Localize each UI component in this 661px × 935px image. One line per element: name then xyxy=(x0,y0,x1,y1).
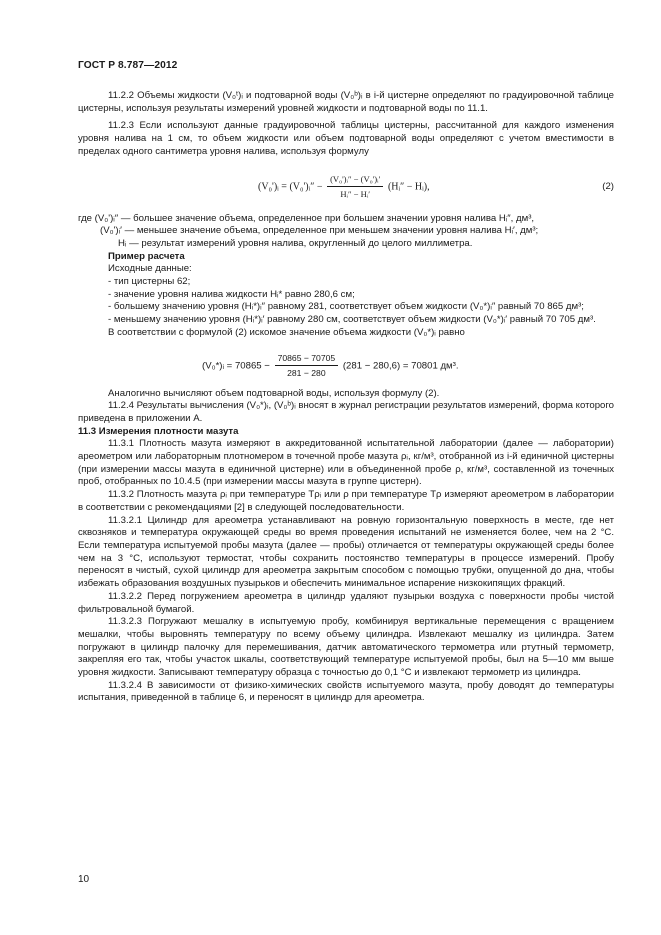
formula-2 xyxy=(78,167,614,207)
formula-2-fraction xyxy=(327,173,383,201)
paragraph-11-3-1: 11.3.1 Плотность мазута измеряют в аккредитованной испытательной лаборатории (далее — лаборатории) ареометром или лабораторным плотномером в точечной пробе мазута ρᵢ, кг/м³, отобранной из i-й единичной цистерны (при измерении массы мазута в единичной цистерне) или в объединенной пробе ρ, кг/м³, составленной из точечных проб, отобранных по 10.4.5 (при измерении массы мазута в группе цистерн). xyxy=(78,438,614,488)
document-body xyxy=(78,90,614,705)
where-line-2: (V₀')ᵢ′ — меньшее значение объема, определенное при меньшем значении уровня налива Hᵢ′, дм³; xyxy=(100,225,539,237)
list-item: - значение уровня налива жидкости Hᵢ* равно 280,6 см; xyxy=(108,288,355,300)
calc-denominator: 281 − 280 xyxy=(287,368,326,379)
example-title: Пример расчета xyxy=(108,250,185,262)
calc-formula xyxy=(78,346,614,382)
formula-2-denominator: Hᵢ″ − Hᵢ′ xyxy=(340,189,371,200)
formula-2-number: (2) xyxy=(602,180,614,192)
section-heading-11-3: 11.3 Измерения плотности мазута xyxy=(78,425,239,437)
initial-data-label: Исходные данные: xyxy=(108,263,192,275)
list-item: - тип цистерны 62; xyxy=(108,276,191,288)
paragraph-similar: Аналогично вычисляют объем подтоварной воды, используя формулу (2). xyxy=(108,387,440,399)
document-header: ГОСТ Р 8.787—2012 xyxy=(78,60,178,71)
paragraph-11-3-2-4: 11.3.2.4 В зависимости от физико-химических свойств испытуемого мазута, пробу доводят до температуры испытания, приведенной в таблице 6, и переносят в цилиндр для ареометра. xyxy=(78,679,614,704)
formula-2-lhs: (V₀')ᵢ = (V₀')ᵢ″ − xyxy=(258,181,323,193)
paragraph-11-3-2-2: 11.3.2.2 Перед погружением ареометра в цилиндр удаляют пузырьки воздуха с поверхности пробы чистой фильтровальной бумагой. xyxy=(78,590,614,615)
calc-fraction xyxy=(275,352,339,380)
paragraph-11-2-2: 11.2.2 Объемы жидкости (V₀ᵗ)ᵢ и подтоварной воды (V₀ᵇ)ᵢ в i-й цистерне определяют по градуировочной таблице цистерны, используя результаты измерений уровней жидкости и подтоварной воды по 11.1. xyxy=(78,90,614,114)
paragraph-11-3-2-3: 11.3.2.3 Погружают мешалку в испытуемую пробу, комбинируя вертикальные перемещения с вращением мешалки, чтобы выровнять температуру по всему объему цилиндра. Извлекают мешалку из цилиндра. Затем погружают в цилиндр палочку для перемешивания, датчик автоматического термометра или ртутный термометр, закрепляя его так, чтобы участок шкалы, соответствующий температуре испытуемой пробы, был на 5—10 мм выше уровня жидкости. Записывают температуру образца с точностью до 0,1 °С и извлекают термометр из цилиндра. xyxy=(78,616,614,679)
calc-lhs: (V₀*)ᵢ = 70865 − xyxy=(202,360,270,372)
where-line-1: где (V₀')ᵢ″ — большее значение объема, определенное при большем значении уровня налива Hᵢ″, дм³, xyxy=(78,212,535,224)
where-line-3: Hᵢ — результат измерений уровня налива, округленный до целого миллиметра. xyxy=(118,237,473,249)
calc-intro: В соответствии с формулой (2) искомое значение объема жидкости (V₀*)ᵢ равно xyxy=(108,326,465,338)
calc-rhs: (281 − 280,6) = 70801 дм³. xyxy=(342,360,459,372)
list-item: - меньшему значению уровня (Hᵢ*)ᵢ′ равному 280 см, соответствует объем жидкости (V₀*)ᵢ′ равный 70 705 дм³. xyxy=(108,314,596,326)
calc-numerator: 70865 − 70705 xyxy=(275,352,339,367)
paragraph-11-2-4: 11.2.4 Результаты вычисления (V₀*)ᵢ, (V₀ᵇ)ᵢ вносят в журнал регистрации результатов измерений, форма которого приведена в приложении А. xyxy=(78,400,614,424)
formula-2-numerator: (V₀')ᵢ″ − (V₀')ᵢ′ xyxy=(327,173,383,188)
paragraph-11-3-2: 11.3.2 Плотность мазута ρᵢ при температуре Tρᵢ или ρ при температуре Tρ измеряют ареометром в лаборатории в соответствии с рекомендациями [2] в следующей последовательности. xyxy=(78,489,614,513)
paragraph-11-2-3: 11.2.3 Если используют данные градуировочной таблицы цистерны, рассчитанной для каждого изменения уровня налива на 1 см, то объем жидкости или объем подтоварной воды определяют с учетом вместимости в пределах одного сантиметра уровня налива, используя формулу xyxy=(78,120,614,157)
list-item: - большему значению уровня (Hᵢ*)ᵢ″ равному 281, соответствует объем жидкости (V₀*)ᵢ″ равный 70 865 дм³; xyxy=(108,301,584,313)
formula-2-rhs: (Hᵢ″ − Hᵢ), xyxy=(387,181,430,193)
page-number: 10 xyxy=(78,874,90,885)
paragraph-11-3-2-1: 11.3.2.1 Цилиндр для ареометра устанавливают на ровную горизонтальную поверхность в месте, где нет сквозняков и температура окружающей среды во время проведения испытаний не изменяется более, чем на 2 °С. Если температура испытуемой пробы мазута (далее — пробы) отличается от температуры окружающей среды более чем на 3 °С, используют термостат, чтобы сохранить постоянство температуры в процессе измерений. Пробу переносят в чистый, сухой цилиндр для ареометра закрытым способом с помощью трубки, опущенной до дна, чтобы избежать образования воздушных пузырьков и обеспечить минимальное испарение низкокипящих фракций. xyxy=(78,514,614,590)
